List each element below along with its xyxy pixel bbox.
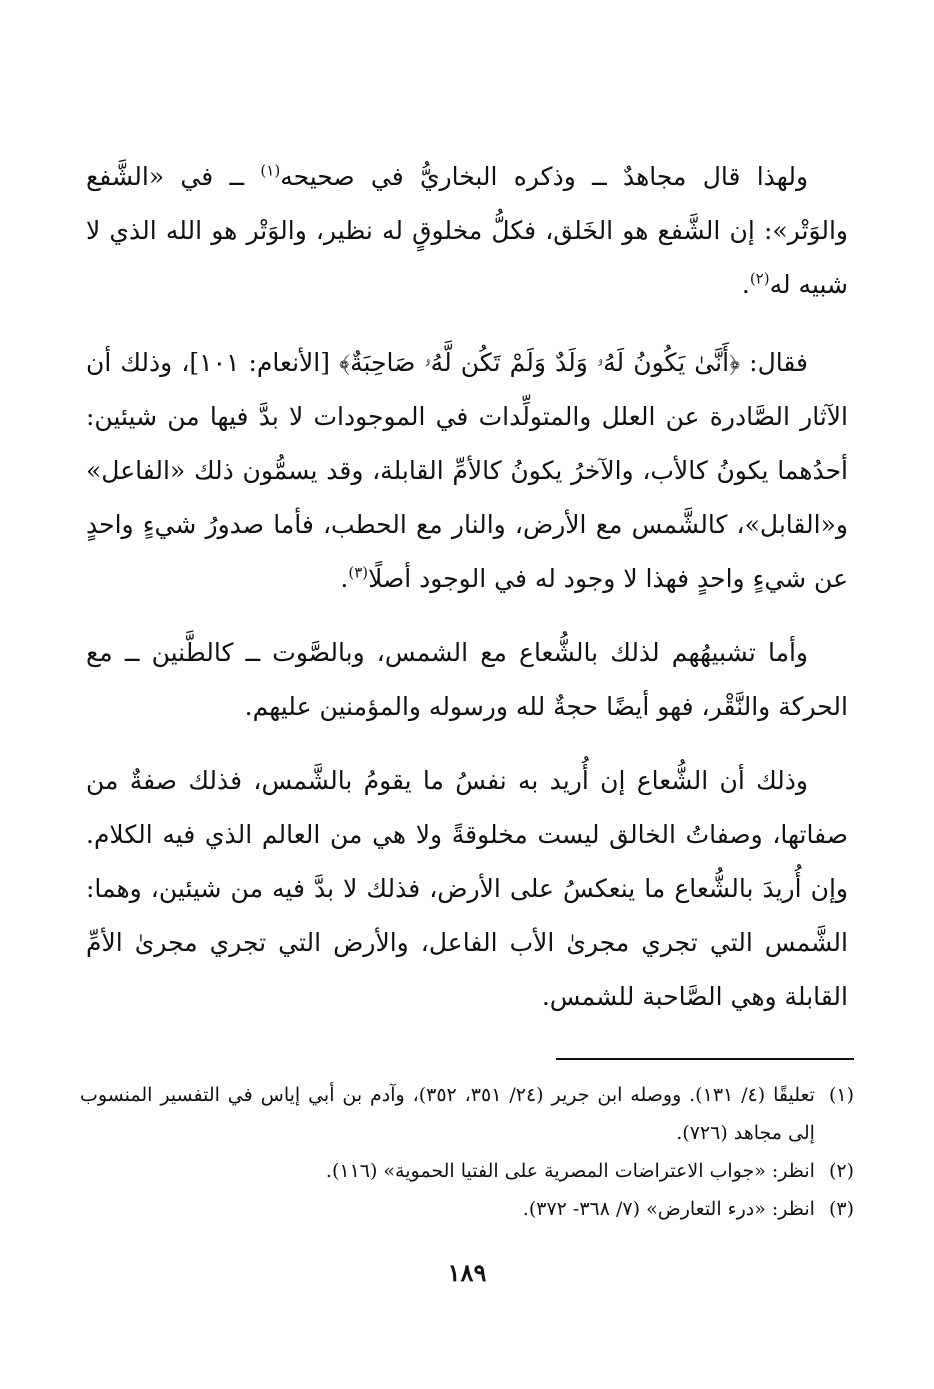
footnote-separator: [556, 1058, 854, 1060]
main-text: [86, 150, 848, 1024]
footnote-3-text: انظر: «درء التعارض» (٧/ ٣٦٨- ٣٧٢).: [522, 1198, 815, 1220]
page-number: ١٨٩: [447, 1258, 487, 1287]
footnote-2-number: (٢): [828, 1160, 854, 1182]
footnote-ref-2: (٢): [749, 269, 770, 288]
footnote-2: [80, 1152, 854, 1190]
footnote-1-text: تعليقًا (٤/ ١٣١). ووصله ابن جرير (٢٤/ ٣٥١، ٣٥٢)، وآدم بن أبي إياس في التفسير المنسوب إلى مجاهد (٧٢٦).: [80, 1084, 815, 1144]
paragraph-4: [86, 754, 848, 1024]
paragraph-1-text-b: ــ في «الشَّفع والوَتْر»: إن الشَّفع هو الخَلق، فكلُّ مخلوقٍ له نظير، والوَتْر هو الله الذي لا شبيه له: [86, 162, 848, 299]
paragraph-1: [86, 150, 848, 312]
paragraph-4-text: وذلك أن الشُّعاع إن أُريد به نفسُ ما يقومُ بالشَّمس، فذلك صفةٌ من صفاتها، وصفاتُ الخالق ليست مخلوقةً ولا هي من العالم الذي فيه الكلام. وإن أُريدَ بالشُّعاع ما ينعكسُ على الأرض، فذلك لا بدَّ فيه من شيئين، وهما: الشَّمس التي تجري مجرىٰ الأب الفاعل، والأرض التي تجري مجرىٰ الأمِّ القابلة وهي الصَّاحبة للشمس.: [86, 766, 848, 1011]
paragraph-2-end: .: [340, 564, 349, 593]
footnote-1: [80, 1076, 854, 1152]
paragraph-3-text: وأما تشبيهُهم لذلك بالشُّعاع مع الشمس، وبالصَّوت ــ كالطَّنين ــ مع الحركة والنَّقْر، فهو أيضًا حجةٌ لله ورسوله والمؤمنين عليهم.: [86, 638, 848, 721]
footnote-1-number: (١): [828, 1084, 854, 1106]
paragraph-1-end: .: [741, 270, 750, 299]
footnote-3-number: (٣): [828, 1198, 854, 1220]
footnote-2-text: انظر: «جواب الاعتراضات المصرية على الفتيا الحموية» (١١٦).: [325, 1160, 815, 1182]
footnote-3: [80, 1190, 854, 1228]
footnotes: [80, 1076, 854, 1228]
footnote-ref-1: (١): [260, 161, 281, 180]
paragraph-1-text-a: ولهذا قال مجاهدٌ ــ وذكره البخاريُّ في صحيحه: [280, 162, 809, 191]
paragraph-3: [86, 626, 848, 734]
footnote-ref-3: (٣): [348, 563, 369, 582]
paragraph-2: [86, 336, 848, 606]
paragraph-2-text: فقال: ﴿أَنَّىٰ يَكُونُ لَهُۥ وَلَدٌ وَلَمْ تَكُن لَّهُۥ صَاحِبَةٌ﴾ [الأنعام: ١٠١]، وذلك أن الآثار الصَّادرة عن العلل والمتولِّدات في الموجودات لا بدَّ فيها من شيئين: أحدُهما يكونُ كالأب، والآخرُ يكونُ كالأمِّ القابلة، وقد يسمُّون ذلك «الفاعل» و«القابل»، كالشَّمس مع الأرض، والنار مع الحطب، فأما صدورُ شيءٍ واحدٍ عن شيءٍ واحدٍ فهذا لا وجود له في الوجود أصلًا: [86, 348, 848, 593]
